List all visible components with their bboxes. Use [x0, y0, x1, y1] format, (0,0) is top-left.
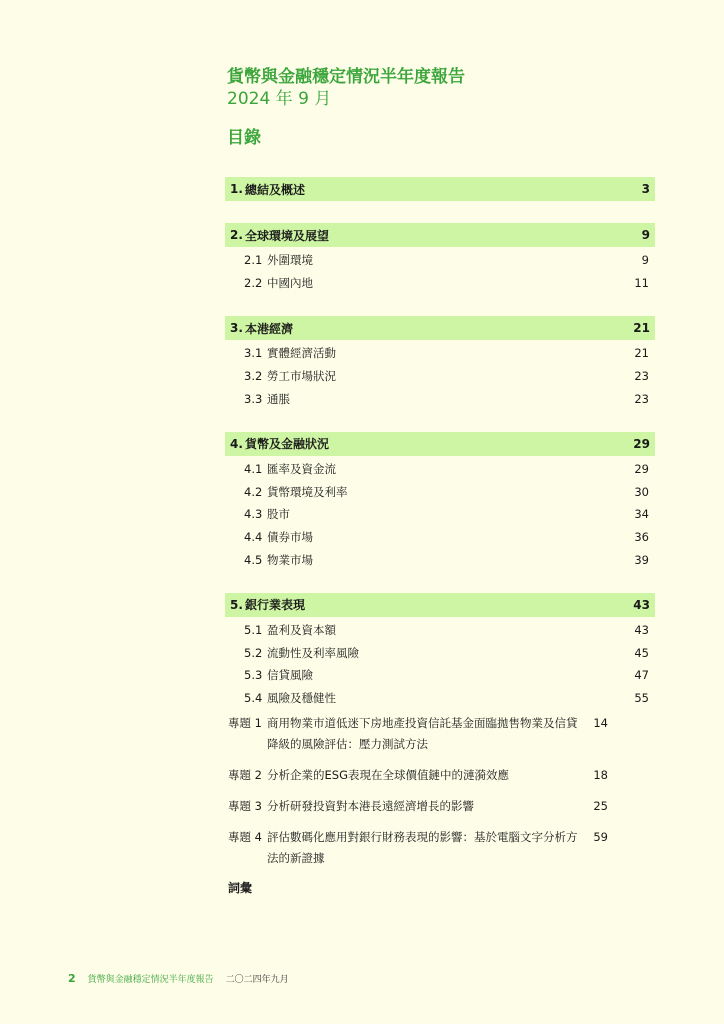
box-page: 25 [593, 799, 608, 813]
section-title: 盈利及資本額 [267, 623, 336, 638]
section-title: 通脹 [267, 391, 290, 406]
section-number: 5.4 [244, 691, 263, 706]
report-date: 2024 年 9 月 [227, 89, 332, 109]
section-number: 2.1 [244, 253, 263, 268]
chapter-bar[interactable] [225, 316, 655, 340]
box-page: 59 [593, 830, 608, 844]
box-title: 分析企業的ESG表現在全球價值鏈中的漣漪效應 [267, 768, 509, 782]
chapter-number: 5. [230, 597, 243, 612]
chapter-bar[interactable] [225, 593, 655, 617]
chapter-title: 全球環境及展望 [245, 228, 330, 243]
section-page: 47 [634, 668, 649, 683]
section-title: 匯率及資金流 [267, 462, 336, 477]
section-page: 21 [634, 346, 649, 361]
box-item[interactable] [228, 827, 608, 869]
section-number: 4.5 [244, 552, 263, 567]
box-item[interactable] [228, 796, 608, 817]
section-number: 2.2 [244, 275, 263, 290]
section-title: 勞工市場狀況 [267, 369, 336, 384]
section-page: 23 [634, 369, 649, 384]
box-title: 分析研發投資對本港長遠經濟增長的影響 [267, 799, 474, 813]
box-title: 評估數碼化應用對銀行財務表現的影響：基於電腦文字分析方法的新證據 [267, 830, 578, 865]
footer-page-number: 2 [68, 972, 76, 985]
chapter-page: 29 [633, 436, 650, 451]
section-item[interactable] [225, 664, 655, 687]
chapter-2 [225, 223, 655, 294]
section-page: 43 [634, 623, 649, 638]
section-page: 36 [634, 530, 649, 545]
footer-report-name: 貨幣與金融穩定情況半年度報告 [87, 975, 214, 985]
section-page: 30 [634, 484, 649, 499]
section-item[interactable] [225, 365, 655, 388]
chapter-number: 1. [230, 182, 243, 196]
section-title: 外圍環境 [267, 253, 313, 268]
section-item[interactable] [225, 342, 655, 365]
section-title: 債券市場 [267, 530, 313, 545]
section-item[interactable] [225, 481, 655, 504]
box-item[interactable] [228, 765, 608, 786]
section-item[interactable] [225, 687, 655, 710]
section-title: 貨幣環境及利率 [267, 484, 348, 499]
chapter-title: 銀行業表現 [245, 598, 306, 613]
section-number: 4.3 [244, 507, 263, 522]
box-label: 專題 4 [228, 830, 262, 844]
chapter-title: 總結及概述 [245, 182, 306, 197]
page-footer [68, 972, 289, 985]
box-label: 專題 3 [228, 799, 262, 813]
section-page: 34 [634, 507, 649, 522]
section-item[interactable] [225, 387, 655, 410]
section-item[interactable] [225, 458, 655, 481]
glossary-link[interactable]: 詞彙 [228, 881, 253, 895]
section-number: 5.3 [244, 668, 263, 683]
chapter-bar[interactable] [225, 432, 655, 456]
box-page: 18 [593, 768, 608, 782]
chapter-number: 3. [230, 321, 243, 336]
section-item[interactable] [225, 642, 655, 665]
section-title: 信貸風險 [267, 668, 313, 683]
contents-heading: 目錄 [227, 128, 261, 148]
section-number: 3.3 [244, 391, 263, 406]
section-page: 55 [634, 691, 649, 706]
section-number: 5.2 [244, 645, 263, 660]
footer-date: 二〇二四年九月 [225, 975, 289, 985]
chapter-page: 3 [641, 182, 650, 196]
section-title: 風險及穩健性 [267, 691, 336, 706]
section-number: 3.1 [244, 346, 263, 361]
section-page: 29 [634, 462, 649, 477]
chapter-bar[interactable] [225, 223, 655, 247]
section-title: 物業市場 [267, 552, 313, 567]
section-page: 9 [641, 253, 649, 268]
section-number: 4.4 [244, 530, 263, 545]
section-item[interactable] [225, 249, 655, 272]
box-label: 專題 1 [228, 716, 262, 730]
section-item[interactable] [225, 272, 655, 295]
report-title: 貨幣與金融穩定情況半年度報告 [227, 67, 465, 87]
section-title: 中國內地 [267, 275, 313, 290]
chapter-title: 本港經濟 [245, 321, 294, 336]
section-number: 5.1 [244, 623, 263, 638]
section-item[interactable] [225, 503, 655, 526]
box-item[interactable] [228, 713, 608, 755]
chapter-3 [225, 316, 655, 410]
section-page: 23 [634, 391, 649, 406]
section-number: 4.1 [244, 462, 263, 477]
box-page: 14 [593, 716, 608, 730]
chapter-number: 2. [230, 228, 243, 242]
box-label: 專題 2 [228, 768, 262, 782]
table-of-contents [225, 177, 655, 719]
chapter-bar[interactable] [225, 177, 655, 201]
box-list [228, 713, 608, 879]
chapter-page: 43 [633, 597, 650, 612]
chapter-page: 9 [641, 228, 650, 242]
box-title: 商用物業市道低迷下房地產投資信託基金面臨拋售物業及信貸降級的風險評估：壓力測試方法 [267, 716, 578, 751]
chapter-title: 貨幣及金融狀況 [245, 437, 330, 452]
section-page: 11 [634, 275, 649, 290]
section-page: 39 [634, 552, 649, 567]
section-title: 流動性及利率風險 [267, 645, 359, 660]
chapter-1 [225, 177, 655, 201]
chapter-4 [225, 432, 655, 571]
chapter-page: 21 [633, 321, 650, 336]
section-item[interactable] [225, 619, 655, 642]
chapter-number: 4. [230, 436, 243, 451]
section-title: 股市 [267, 507, 290, 522]
section-title: 實體經濟活動 [267, 346, 336, 361]
chapter-5 [225, 593, 655, 709]
section-item[interactable] [225, 548, 655, 571]
section-number: 4.2 [244, 484, 263, 499]
section-number: 3.2 [244, 369, 263, 384]
section-page: 45 [634, 645, 649, 660]
section-item[interactable] [225, 526, 655, 549]
